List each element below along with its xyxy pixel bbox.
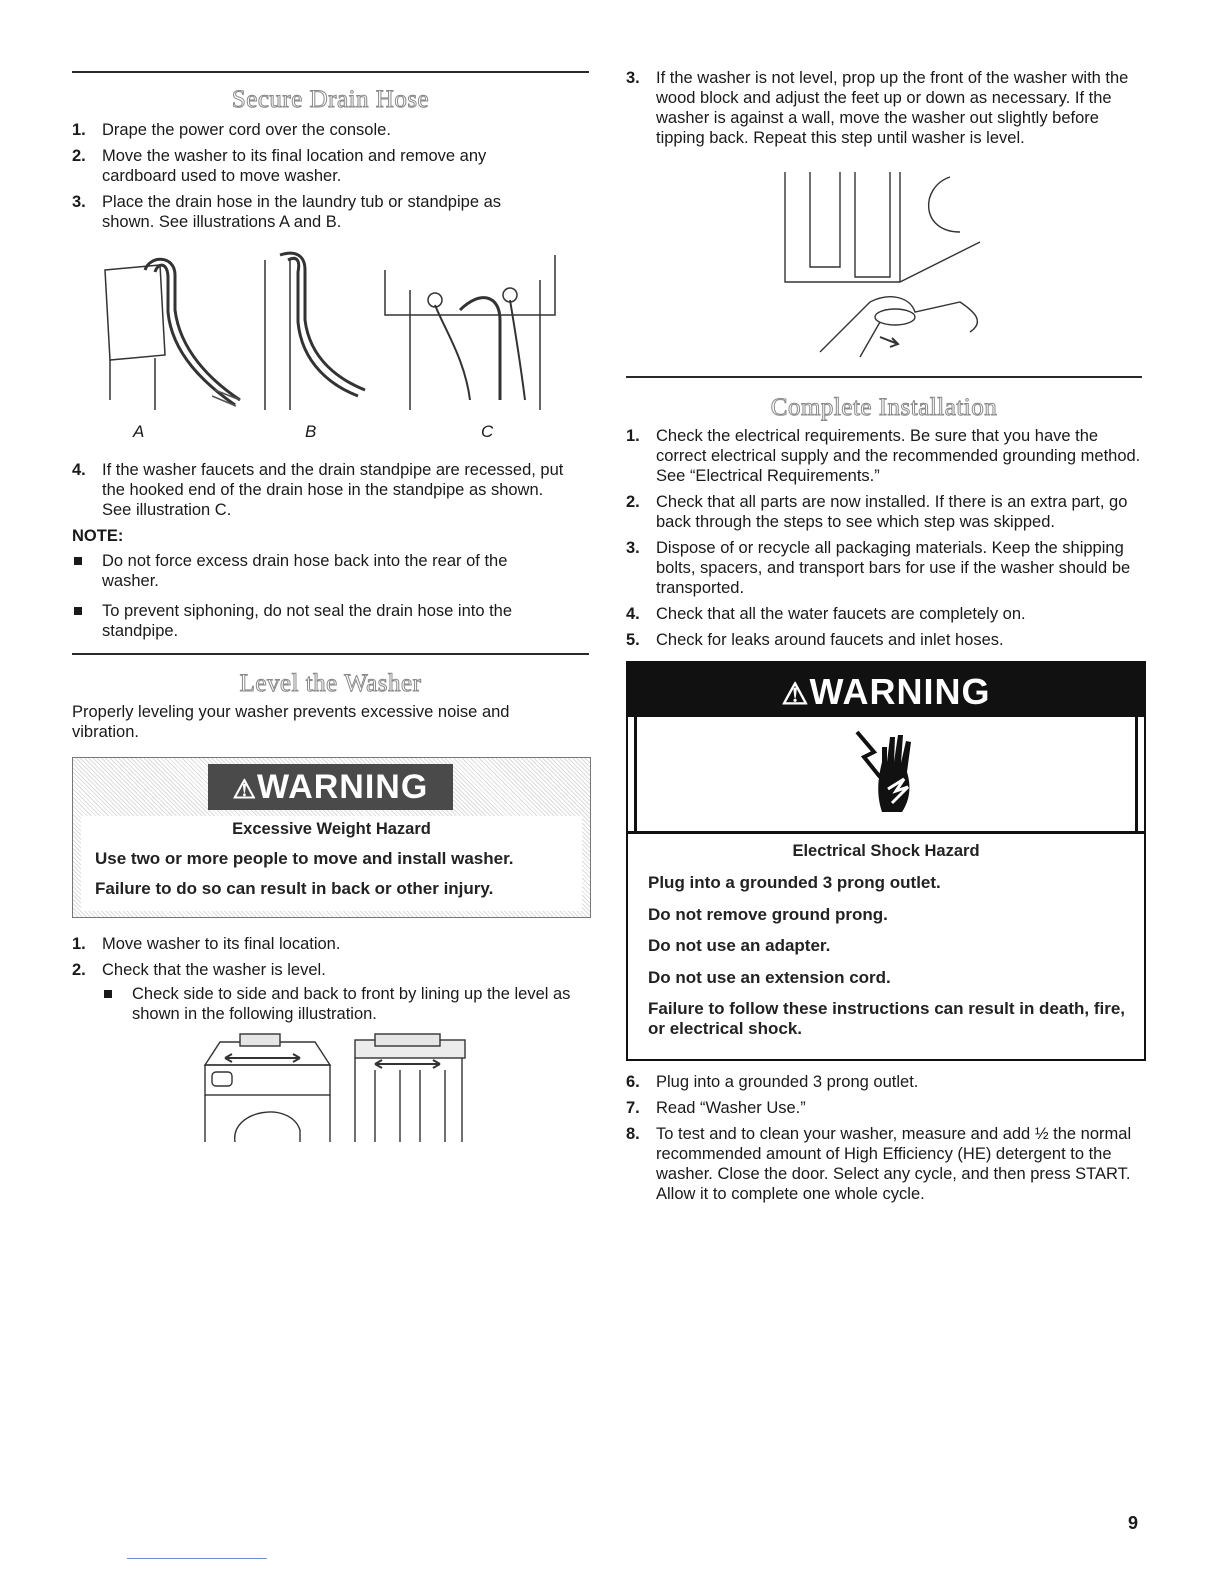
list-item: 3. If the washer is not level, prop up the front of the washer with the wood block and adjust the feet up or down as necessary. If the washer is against a wall, move the washer out slightly before tipping back. Repeat this step until washer is level. <box>626 69 1129 147</box>
list-item: 4. Check that all the water faucets are completely on. <box>626 605 1026 623</box>
warning-banner: ⚠WARNING <box>628 663 1144 717</box>
list-item: 2. Move the washer to its final location and remove any cardboard used to move washer. <box>72 147 487 185</box>
level-bullet <box>102 984 592 1034</box>
illustration-label-c: C <box>481 422 494 441</box>
illustration-b <box>265 253 365 410</box>
warning-hazard-title: Excessive Weight Hazard <box>232 820 431 838</box>
list-item: 5. Check for leaks around faucets and inlet hoses. <box>626 631 1004 649</box>
note-label: NOTE: <box>72 527 124 545</box>
warning-line: Use two or more people to move and install washer. <box>95 849 514 868</box>
warning-hazard-title: Electrical Shock Hazard <box>792 842 980 860</box>
complete-steps <box>626 426 1141 656</box>
list-item: 6. Plug into a grounded 3 prong outlet. <box>626 1073 919 1091</box>
level-intro: Properly leveling your washer prevents excessive noise and vibration. <box>72 703 510 741</box>
illustration-a <box>105 259 240 410</box>
heading-level-the-washer: Level the Washer <box>239 670 422 697</box>
warning-electrical-box <box>626 661 1146 1061</box>
electrical-shock-icon <box>852 727 932 817</box>
heading-secure-drain-hose: Secure Drain Hose <box>231 86 430 113</box>
list-item: 8. To test and to clean your washer, measure and add ½ the normal recommended amount of High Efficiency (HE) detergent to the washer. Close the door. Select any cycle, and then press START. Allow it to complete one whole cycle. <box>626 1125 1132 1203</box>
secure-step-4 <box>72 460 572 526</box>
list-item: 2. Check that all parts are now installed. If there is an extra part, go back through the steps to see which step was skipped. <box>626 493 1128 531</box>
illustration-label-b: B <box>305 422 317 441</box>
list-item: 1. Drape the power cord over the console. <box>72 121 391 139</box>
warning-banner: ⚠WARNING <box>208 764 453 810</box>
list-item: 3. Place the drain hose in the laundry tub or standpipe as shown. See illustrations A and B. <box>72 193 502 231</box>
list-item: Do not force excess drain hose back into the rear of the washer. <box>72 551 552 591</box>
warning-divider <box>628 831 1144 834</box>
list-item: 3. Dispose of or recycle all packaging materials. Keep the shipping bolts, spacers, and transport bars for use if the washer should be transported. <box>626 539 1131 597</box>
list-item: 7. Read “Washer Use.” <box>626 1099 806 1117</box>
list-item: 1. Move washer to its final location. <box>72 935 341 953</box>
section-rule-secure <box>72 71 589 73</box>
heading-complete-installation: Complete Installation <box>770 394 998 421</box>
warning-triangle-icon: ⚠ <box>232 774 257 804</box>
warning-line: Failure to do so can result in back or other injury. <box>95 879 494 898</box>
warning-line: Plug into a grounded 3 prong outlet. <box>648 873 941 892</box>
warning-weight-box <box>72 757 591 918</box>
note-list <box>72 551 552 651</box>
warning-line: Do not use an extension cord. <box>648 968 891 987</box>
list-item: 2. Check that the washer is level. <box>72 961 326 979</box>
level-steps <box>72 934 572 986</box>
list-item: 4. If the washer faucets and the drain standpipe are recessed, put the hooked end of the drain hose in the standpipe as shown. See illustration C. <box>72 461 564 519</box>
list-item: 1. Check the electrical requirements. Be sure that you have the correct electrical supply and the recommended grounding method. See “Electrical Requirements.” <box>626 427 1141 485</box>
section-rule-complete <box>626 376 1142 378</box>
warning-line: Do not remove ground prong. <box>648 905 888 924</box>
page-number: 9 <box>1128 1513 1139 1533</box>
leveling-feet-illustration <box>780 172 990 362</box>
list-item: To prevent siphoning, do not seal the drain hose into the standpipe. <box>72 601 552 641</box>
level-illustration <box>200 1030 470 1142</box>
drain-hose-illustration <box>100 250 570 420</box>
section-rule-level <box>72 653 589 655</box>
illustration-label-a: A <box>133 422 145 441</box>
complete-steps-2 <box>626 1072 1141 1210</box>
warning-triangle-icon: ⚠ <box>781 678 810 711</box>
warning-content <box>81 816 582 911</box>
footer-divider <box>127 1558 267 1559</box>
warning-line: Do not use an adapter. <box>648 936 831 955</box>
illustration-c <box>385 255 555 410</box>
level-step-3 <box>626 68 1141 154</box>
shock-icon-area <box>634 717 1138 833</box>
warning-line: Failure to follow these instructions can result in death, fire, or electrical shock. <box>648 999 1126 1038</box>
secure-steps <box>72 120 552 238</box>
list-item: Check side to side and back to front by lining up the level as shown in the following illustration. <box>102 984 592 1024</box>
